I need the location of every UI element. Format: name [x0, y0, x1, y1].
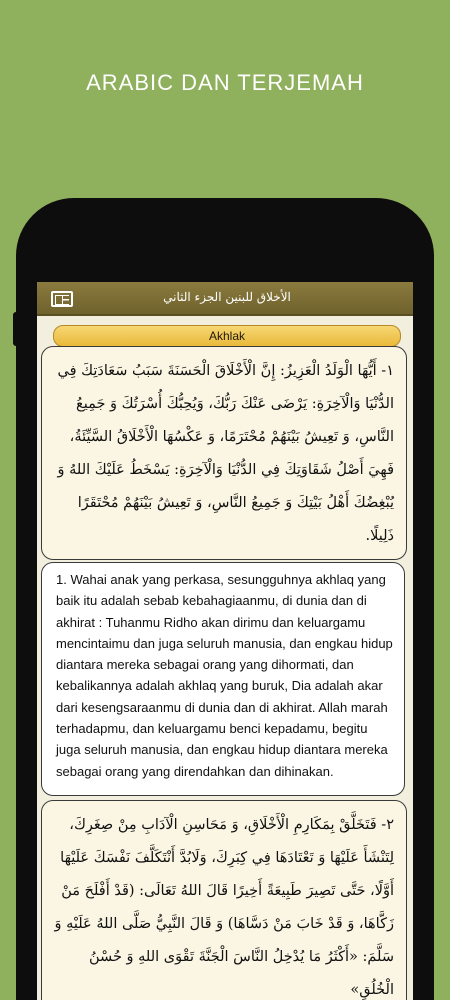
phone-side-button	[13, 312, 19, 346]
arabic-passage-1	[41, 346, 407, 560]
book-icon[interactable]	[51, 291, 73, 307]
translation-card-1	[41, 562, 405, 796]
translation-text: 1. Wahai anak yang perkasa, sesungguhnya akhlaq yang baik itu adalah sebab kebahagiaanmu, di dunia dan di akhirat : Tuhanmu Ridho akan dirimu dan keluargamu mencintaimu dan juga seluruh manusia, dan engkau hidup diantara mereka sebagai orang yang dihormati, dan kebalikannya adalah akhlaq yang buruk, Dia adalah akar dari kesengsaraanmu di dunia dan di akhirat. Allah marah terhadapmu, dan keluargamu benci kepadamu, begitu juga seluruh manusia, dan engkau hidup diantara mereka sebagai orang yang direndahkan dan dihinakan.	[56, 572, 393, 779]
app-screen	[37, 282, 413, 1000]
app-title: الأخلاق للبنين الجزء الثاني	[163, 290, 291, 304]
arabic-text: ١- أَيُّهَا الْوَلَدُ الْعَزِيزُ: إِنَّ الْأَخْلَاقَ الْحَسَنَةَ سَبَبُ سَعَادَتِكَ فِي الدُّنْيَا وَالْآخِرَةِ: يَرْضَى عَنْكَ رَبُّكَ، وَيُحِبُّكَ أُسْرَتُكَ وَ جَمِيعُ النَّاسِ، وَ تَعِيشُ بَيْنَهُمْ مُحْتَرَمًا، وَ عَكْسُهَا الْأَخْلَاقُ السَّيِّئَةُ، فَهِيَ أَصْلُ شَقَاوَتِكَ فِي الدُّنْيَا وَالْآخِرَةِ: يَسْخَطُ عَلَيْكَ اللهُ وَ يُبْغِضُكَ أَهْلُ بَيْتِكَ وَ جَمِيعُ النَّاسِ، وَ تَعِيشُ بَيْنَهُمْ مُحْتَقَرًا ذَلِيلًا.	[57, 363, 394, 544]
promo-title: ARABIC DAN TERJEMAH	[86, 70, 364, 95]
arabic-passage-2	[41, 800, 407, 1000]
app-header	[37, 282, 413, 316]
arabic-text: ٢- فَتَخَلَّقْ بِمَكَارِمِ الْأَخْلَاقِ، وَ مَحَاسِنِ الْآدَابِ مِنْ صِغَرِكَ، لِتَنْشَأَ عَلَيْهَا وَ تَعْتَادَهَا فِي كِبَرِكَ، وَلَابُدَّ أَنْتَكَلَّفَ نَفْسَكَ عَلَيْهَا أَوَّلًا، حَتَّى تَصِيرَ طَبِيعَةً أَخِيرًا قَالَ اللهُ تَعَالَى: (قَدْ أَفْلَحَ مَنْ زَكَّاهَا، وَ قَدْ خَابَ مَنْ دَسَّاهَا) وَ قَالَ النَّبِيُّ صَلَّى اللهُ عَلَيْهِ وَ سَلَّمَ: «أَكْثَرُ مَا يُدْخِلُ النَّاسَ الْجَنَّةَ تَقْوَى اللهِ وَ حُسْنُ الْخُلُقِ»	[54, 817, 394, 998]
chapter-title: Akhlak	[53, 325, 401, 347]
